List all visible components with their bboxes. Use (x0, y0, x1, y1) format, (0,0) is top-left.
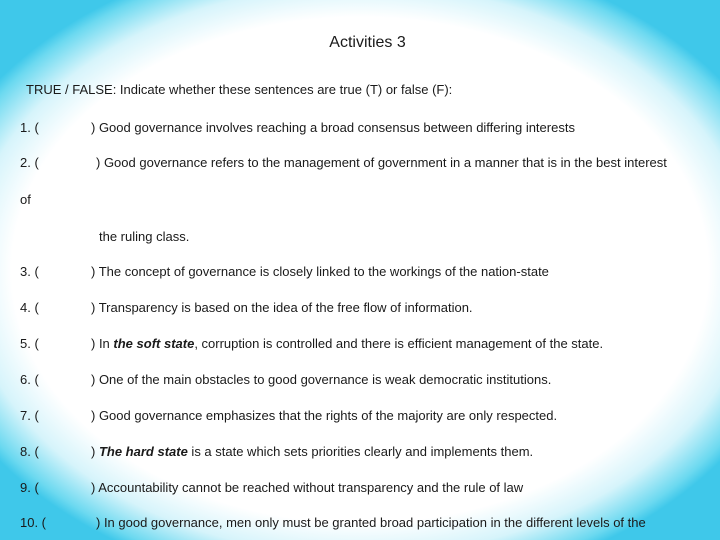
question-number: 9. ( (20, 480, 39, 495)
question-number: 3. ( (20, 264, 39, 279)
question-text-post: , corruption is controlled and there is efficient management of the state. (194, 336, 604, 351)
instructions: TRUE / FALSE: Indicate whether these sentences are true (T) or false (F): (26, 82, 453, 97)
question-number: 6. ( (20, 372, 39, 387)
question-text-post: is a state which sets priorities clearly and implements them. (187, 444, 534, 459)
emphasized-term: the soft state (113, 336, 195, 351)
question-text: ) Good governance emphasizes that the rights of the majority are only respected. (91, 408, 558, 423)
question-text-pre: ) (91, 444, 99, 459)
question-number: 10. ( (20, 515, 47, 530)
question-text: ) Transparency is based on the idea of the free flow of information. (91, 300, 473, 315)
question-text: ) Good governance involves reaching a broad consensus between differing interests (91, 120, 575, 135)
question-text: ) One of the main obstacles to good governance is weak democratic institutions. (91, 372, 552, 387)
question-text: ) Accountability cannot be reached without transparency and the rule of law (91, 480, 524, 495)
question-text (91, 336, 603, 351)
question-text: ) The concept of governance is closely linked to the workings of the nation-state (91, 264, 549, 279)
question-text: ) In good governance, men only must be granted broad participation in the different levels of the (96, 515, 646, 530)
emphasized-term: The hard state (98, 444, 188, 459)
question-number: 7. ( (20, 408, 39, 423)
question-text-pre: ) In (91, 336, 114, 351)
question-number: 4. ( (20, 300, 39, 315)
question-2-continuation-1: of (20, 192, 31, 207)
question-number: 8. ( (20, 444, 39, 459)
question-text: ) Good governance refers to the management of government in a manner that is in the best interest (96, 155, 667, 170)
question-number: 1. ( (20, 120, 39, 135)
question-number: 2. ( (20, 155, 39, 170)
question-text (91, 444, 533, 459)
question-number: 5. ( (20, 336, 39, 351)
page-title: Activities 3 (329, 34, 406, 51)
question-2-continuation-2: the ruling class. (99, 229, 190, 244)
